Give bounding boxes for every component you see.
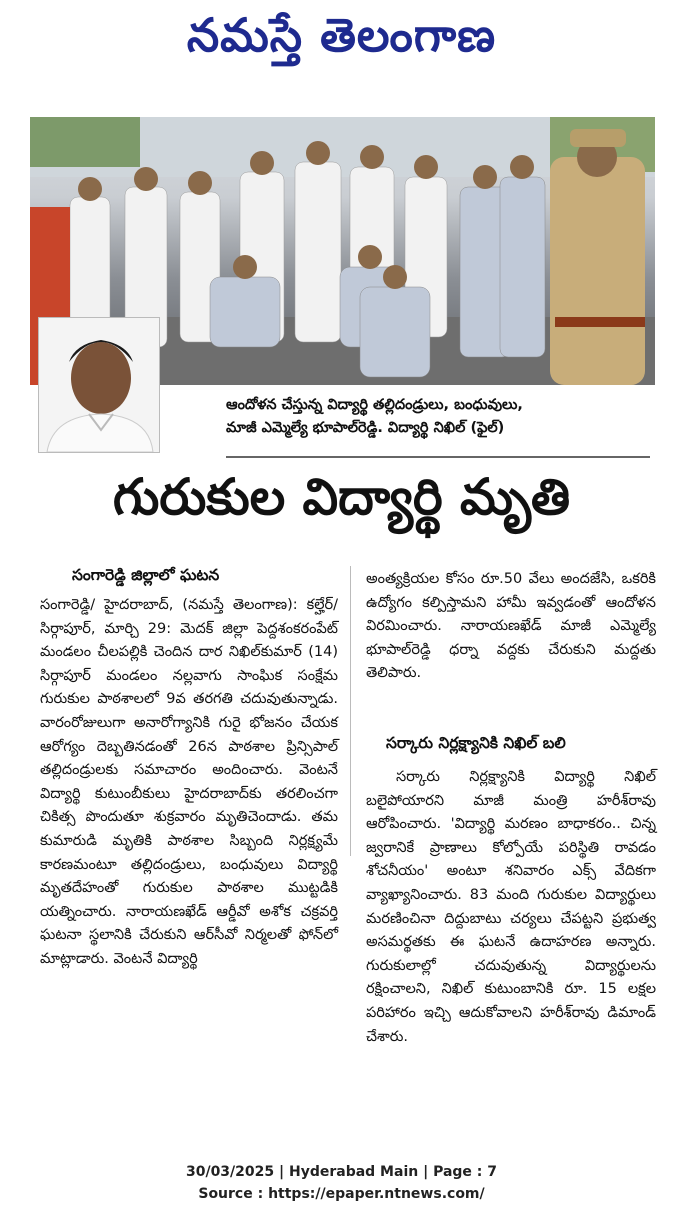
student-portrait bbox=[39, 318, 159, 452]
column-divider bbox=[350, 566, 351, 856]
student-photo bbox=[38, 317, 160, 453]
right-subheading: సర్కారు నిర్లక్ష్యానికి నిఖిల్ బలి bbox=[386, 734, 566, 752]
footer-date-edition: 30/03/2025 | Hyderabad Main | Page : 7 bbox=[185, 1164, 498, 1180]
footer-source: Source : https://epaper.ntnews.com/ bbox=[198, 1186, 485, 1202]
right-column bbox=[366, 568, 656, 686]
left-column bbox=[40, 594, 338, 972]
right-column-2 bbox=[366, 766, 656, 1049]
left-column-body: సంగారెడ్డి/ హైదరాబాద్, (నమస్తే తెలంగాణ): కల్హేర్/సిర్గాపూర్, మార్చి 29: మెదక్ జిల్లా పెద్దశంకరంపేట్ మండలం చీలపల్లికి చెందిన దార నిఖిల్‌కుమార్ (14) సిర్గాపూర్ మండలం నల్లవాగు సాంఘిక సంక్షేమ గురుకుల పాఠశాలలో 9వ తరగతి చదువుతున్నాడు. వారంరోజులుగా అనారోగ్యానికి గురై భోజనం చేయక ఆరోగ్యం దెబ్బతినడంతో 26న పాఠశాల ప్రిన్సిపాల్ తల్లిదండ్రులకు సమాచారం అందించారు. వెంటనే విద్యార్థి కుటుంబీకులు హైదరాబాద్‌కు తరలించగా చికిత్స పొందుతూ శుక్రవారం మృతిచెందాడు. తమ కుమారుడి మృతికి పాఠశాల సిబ్బంది నిర్లక్ష్యమే కారణమంటూ తల్లిదండ్రులు, బంధువులు విద్యార్థి మృతదేహంతో గురుకుల పాఠశాల ముట్టడికి యత్నించారు. నారాయణఖేడ్ ఆర్డీవో అశోక చక్రవర్తి ఘటనా స్థలానికి చేరుకుని ఆర్‌సీవో నిర్మలతో ఫోన్‌లో మాట్లాడారు. వెంటనే విద్యార్థి bbox=[40, 597, 338, 967]
photo-caption bbox=[226, 394, 666, 440]
masthead: నమస్తే తెలంగాణ bbox=[186, 8, 497, 62]
right-column-body-2: సర్కారు నిర్లక్ష్యానికి విద్యార్థి నిఖిల్ బలైపోయారని మాజీ మంత్రి హరీశ్‌రావు ఆరోపించారు. 'విద్యార్థి మరణం బాధాకరం.. చిన్న జ్వరానికే ప్రాణాలు కోల్పోయే పరిస్థితి రావడం శోచనీయం' అంటూ శనివారం ఎక్స్ వేదికగా వ్యాఖ్యానించారు. 83 మంది గురుకుల విద్యార్థులు మరణించినా దిద్దుబాటు చర్యలు చేపట్టని ప్రభుత్వ అసమర్థతకు ఈ ఘటనే ఉదాహరణ అన్నారు. గురుకులాల్లో చదువుతున్న విద్యార్థులను రక్షించాలని, నిఖిల్ కుటుంబానికి రూ. 15 లక్షల పరిహారం ఇచ్చి ఆదుకోవాలని హరీశ్‌రావు డిమాండ్ చేశారు. bbox=[366, 769, 656, 1045]
right-column-body-1: అంత్యక్రియల కోసం రూ.50 వేలు అందజేసి, ఒకరికి ఉద్యోగం కల్పిస్తామని హామీ ఇవ్వడంతో ఆందోళన విరమించారు. నారాయణఖేడ్ మాజీ ఎమ్మెల్యే భూపాల్‌రెడ్డి ధర్నా వద్దకు చేరుకుని మద్దతు తెలిపారు. bbox=[366, 571, 656, 682]
caption-rule bbox=[226, 456, 650, 458]
headline: గురుకుల విద్యార్థి మృతి bbox=[112, 468, 571, 526]
caption-line-2: మాజీ ఎమ్మెల్యే భూపాల్‌రెడ్డి. విద్యార్థి నిఖిల్ (ఫైల్) bbox=[226, 420, 505, 436]
caption-line-1: ఆందోళన చేస్తున్న విద్యార్థి తల్లిదండ్రులు, బంధువులు, bbox=[226, 397, 523, 413]
left-subheading: సంగారెడ్డి జిల్లాలో ఘటన bbox=[72, 566, 220, 584]
